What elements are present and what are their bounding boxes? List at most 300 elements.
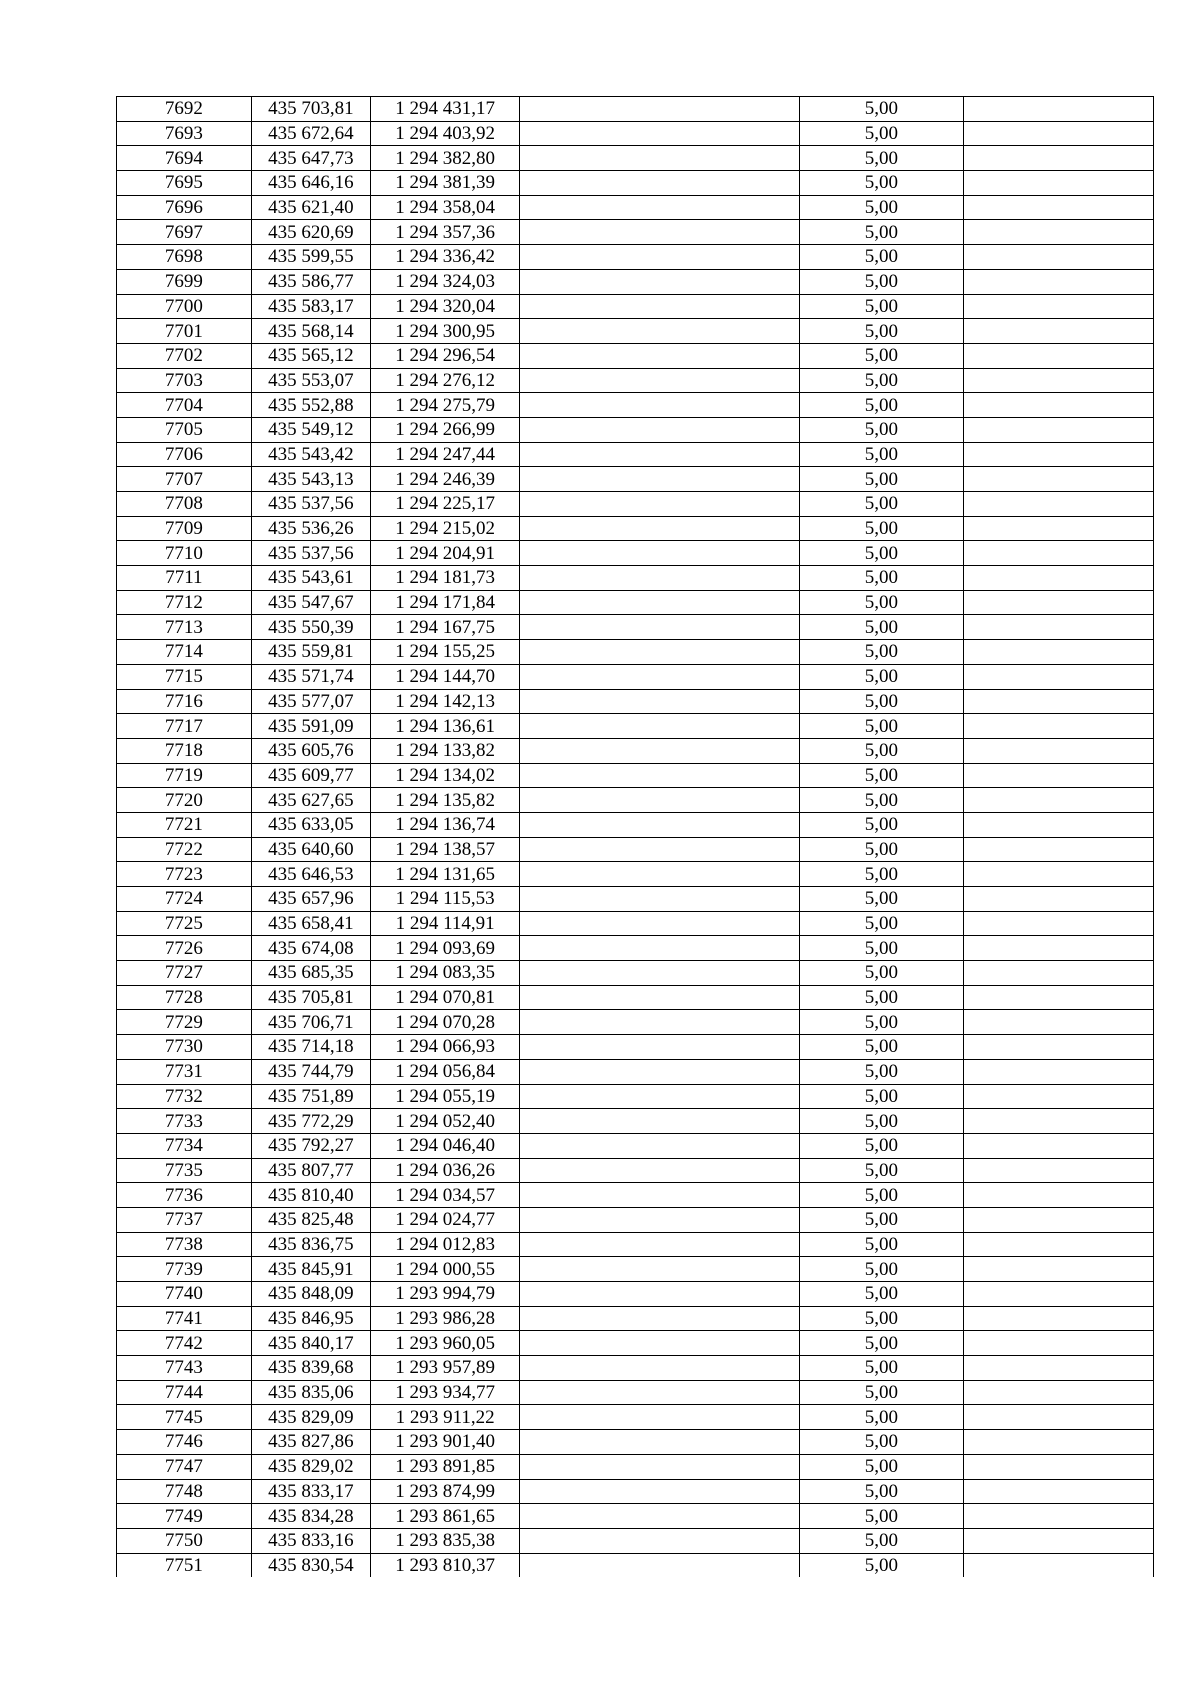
note-cell [963, 837, 1153, 862]
note-cell [963, 1454, 1153, 1479]
table-row [117, 664, 1154, 689]
point-number-cell: 7723 [117, 862, 252, 887]
empty-cell [520, 615, 800, 640]
empty-cell [520, 294, 800, 319]
distance-cell: 5,00 [800, 566, 964, 591]
point-number-cell: 7705 [117, 417, 252, 442]
note-cell [963, 121, 1153, 146]
x-coordinate-cell: 435 599,55 [251, 245, 370, 270]
x-coordinate-cell: 435 583,17 [251, 294, 370, 319]
x-coordinate-cell: 435 543,13 [251, 467, 370, 492]
y-coordinate-cell: 1 294 135,82 [371, 788, 520, 813]
table-row [117, 467, 1154, 492]
note-cell [963, 1059, 1153, 1084]
y-coordinate-cell: 1 294 046,40 [371, 1133, 520, 1158]
empty-cell [520, 689, 800, 714]
x-coordinate-cell: 435 672,64 [251, 121, 370, 146]
distance-cell: 5,00 [800, 1528, 964, 1553]
table-row [117, 615, 1154, 640]
table-row [117, 763, 1154, 788]
y-coordinate-cell: 1 294 024,77 [371, 1207, 520, 1232]
x-coordinate-cell: 435 537,56 [251, 541, 370, 566]
table-row [117, 97, 1154, 122]
y-coordinate-cell: 1 294 012,83 [371, 1232, 520, 1257]
x-coordinate-cell: 435 685,35 [251, 961, 370, 986]
x-coordinate-cell: 435 646,16 [251, 171, 370, 196]
table-row [117, 1183, 1154, 1208]
note-cell [963, 1553, 1153, 1577]
table-row [117, 1454, 1154, 1479]
empty-cell [520, 1405, 800, 1430]
x-coordinate-cell: 435 848,09 [251, 1282, 370, 1307]
x-coordinate-cell: 435 537,56 [251, 492, 370, 517]
distance-cell: 5,00 [800, 714, 964, 739]
y-coordinate-cell: 1 294 133,82 [371, 738, 520, 763]
distance-cell: 5,00 [800, 171, 964, 196]
note-cell [963, 1183, 1153, 1208]
point-number-cell: 7713 [117, 615, 252, 640]
note-cell [963, 887, 1153, 912]
y-coordinate-cell: 1 294 204,91 [371, 541, 520, 566]
distance-cell: 5,00 [800, 467, 964, 492]
table-row [117, 171, 1154, 196]
table-row [117, 368, 1154, 393]
y-coordinate-cell: 1 294 131,65 [371, 862, 520, 887]
point-number-cell: 7731 [117, 1059, 252, 1084]
y-coordinate-cell: 1 294 225,17 [371, 492, 520, 517]
point-number-cell: 7702 [117, 343, 252, 368]
note-cell [963, 664, 1153, 689]
distance-cell: 5,00 [800, 738, 964, 763]
point-number-cell: 7698 [117, 245, 252, 270]
x-coordinate-cell: 435 657,96 [251, 887, 370, 912]
note-cell [963, 1084, 1153, 1109]
note-cell [963, 862, 1153, 887]
table-row [117, 146, 1154, 171]
empty-cell [520, 788, 800, 813]
distance-cell: 5,00 [800, 985, 964, 1010]
table-row [117, 788, 1154, 813]
y-coordinate-cell: 1 294 275,79 [371, 393, 520, 418]
point-number-cell: 7718 [117, 738, 252, 763]
y-coordinate-cell: 1 294 142,13 [371, 689, 520, 714]
empty-cell [520, 1553, 800, 1577]
note-cell [963, 911, 1153, 936]
y-coordinate-cell: 1 294 381,39 [371, 171, 520, 196]
y-coordinate-cell: 1 293 810,37 [371, 1553, 520, 1577]
distance-cell: 5,00 [800, 146, 964, 171]
x-coordinate-cell: 435 751,89 [251, 1084, 370, 1109]
y-coordinate-cell: 1 294 115,53 [371, 887, 520, 912]
empty-cell [520, 812, 800, 837]
x-coordinate-cell: 435 705,81 [251, 985, 370, 1010]
distance-cell: 5,00 [800, 1479, 964, 1504]
table-row [117, 343, 1154, 368]
x-coordinate-cell: 435 543,61 [251, 566, 370, 591]
y-coordinate-cell: 1 294 055,19 [371, 1084, 520, 1109]
note-cell [963, 343, 1153, 368]
note-cell [963, 1430, 1153, 1455]
x-coordinate-cell: 435 565,12 [251, 343, 370, 368]
x-coordinate-cell: 435 703,81 [251, 97, 370, 122]
x-coordinate-cell: 435 571,74 [251, 664, 370, 689]
table-row [117, 1010, 1154, 1035]
empty-cell [520, 146, 800, 171]
x-coordinate-cell: 435 830,54 [251, 1553, 370, 1577]
empty-cell [520, 1059, 800, 1084]
y-coordinate-cell: 1 294 093,69 [371, 936, 520, 961]
note-cell [963, 1158, 1153, 1183]
table-row [117, 887, 1154, 912]
y-coordinate-cell: 1 294 246,39 [371, 467, 520, 492]
table-row [117, 319, 1154, 344]
empty-cell [520, 1257, 800, 1282]
distance-cell: 5,00 [800, 269, 964, 294]
empty-cell [520, 640, 800, 665]
note-cell [963, 1405, 1153, 1430]
y-coordinate-cell: 1 294 431,17 [371, 97, 520, 122]
point-number-cell: 7700 [117, 294, 252, 319]
distance-cell: 5,00 [800, 1454, 964, 1479]
note-cell [963, 1528, 1153, 1553]
y-coordinate-cell: 1 294 247,44 [371, 442, 520, 467]
table-row [117, 738, 1154, 763]
empty-cell [520, 936, 800, 961]
point-number-cell: 7711 [117, 566, 252, 591]
note-cell [963, 368, 1153, 393]
table-row [117, 1380, 1154, 1405]
table-row [117, 640, 1154, 665]
distance-cell: 5,00 [800, 837, 964, 862]
x-coordinate-cell: 435 586,77 [251, 269, 370, 294]
empty-cell [520, 1331, 800, 1356]
distance-cell: 5,00 [800, 1380, 964, 1405]
y-coordinate-cell: 1 294 266,99 [371, 417, 520, 442]
point-number-cell: 7721 [117, 812, 252, 837]
y-coordinate-cell: 1 294 336,42 [371, 245, 520, 270]
point-number-cell: 7741 [117, 1306, 252, 1331]
empty-cell [520, 985, 800, 1010]
note-cell [963, 1306, 1153, 1331]
y-coordinate-cell: 1 293 874,99 [371, 1479, 520, 1504]
x-coordinate-cell: 435 706,71 [251, 1010, 370, 1035]
distance-cell: 5,00 [800, 1405, 964, 1430]
coordinates-sheet [116, 96, 1154, 1577]
table-row [117, 294, 1154, 319]
y-coordinate-cell: 1 294 320,04 [371, 294, 520, 319]
distance-cell: 5,00 [800, 1331, 964, 1356]
empty-cell [520, 590, 800, 615]
empty-cell [520, 566, 800, 591]
table-row [117, 393, 1154, 418]
note-cell [963, 442, 1153, 467]
empty-cell [520, 417, 800, 442]
empty-cell [520, 1430, 800, 1455]
point-number-cell: 7729 [117, 1010, 252, 1035]
point-number-cell: 7725 [117, 911, 252, 936]
table-row [117, 837, 1154, 862]
distance-cell: 5,00 [800, 1306, 964, 1331]
table-row [117, 1084, 1154, 1109]
point-number-cell: 7706 [117, 442, 252, 467]
y-coordinate-cell: 1 294 382,80 [371, 146, 520, 171]
note-cell [963, 417, 1153, 442]
note-cell [963, 319, 1153, 344]
table-row [117, 1405, 1154, 1430]
y-coordinate-cell: 1 294 296,54 [371, 343, 520, 368]
note-cell [963, 1207, 1153, 1232]
x-coordinate-cell: 435 772,29 [251, 1109, 370, 1134]
point-number-cell: 7697 [117, 220, 252, 245]
distance-cell: 5,00 [800, 97, 964, 122]
note-cell [963, 1232, 1153, 1257]
empty-cell [520, 1232, 800, 1257]
empty-cell [520, 368, 800, 393]
y-coordinate-cell: 1 294 181,73 [371, 566, 520, 591]
y-coordinate-cell: 1 294 138,57 [371, 837, 520, 862]
empty-cell [520, 1282, 800, 1307]
empty-cell [520, 1010, 800, 1035]
distance-cell: 5,00 [800, 1504, 964, 1529]
distance-cell: 5,00 [800, 812, 964, 837]
table-row [117, 714, 1154, 739]
point-number-cell: 7693 [117, 121, 252, 146]
table-row [117, 1232, 1154, 1257]
distance-cell: 5,00 [800, 442, 964, 467]
table-row [117, 516, 1154, 541]
table-row [117, 689, 1154, 714]
note-cell [963, 220, 1153, 245]
x-coordinate-cell: 435 568,14 [251, 319, 370, 344]
x-coordinate-cell: 435 647,73 [251, 146, 370, 171]
y-coordinate-cell: 1 293 911,22 [371, 1405, 520, 1430]
table-row [117, 492, 1154, 517]
y-coordinate-cell: 1 293 901,40 [371, 1430, 520, 1455]
table-row [117, 1306, 1154, 1331]
x-coordinate-cell: 435 640,60 [251, 837, 370, 862]
distance-cell: 5,00 [800, 887, 964, 912]
x-coordinate-cell: 435 591,09 [251, 714, 370, 739]
distance-cell: 5,00 [800, 1059, 964, 1084]
note-cell [963, 492, 1153, 517]
point-number-cell: 7707 [117, 467, 252, 492]
x-coordinate-cell: 435 547,67 [251, 590, 370, 615]
distance-cell: 5,00 [800, 1553, 964, 1577]
empty-cell [520, 1109, 800, 1134]
point-number-cell: 7714 [117, 640, 252, 665]
table-row [117, 195, 1154, 220]
y-coordinate-cell: 1 294 036,26 [371, 1158, 520, 1183]
y-coordinate-cell: 1 293 934,77 [371, 1380, 520, 1405]
note-cell [963, 936, 1153, 961]
table-row [117, 220, 1154, 245]
x-coordinate-cell: 435 839,68 [251, 1356, 370, 1381]
x-coordinate-cell: 435 807,77 [251, 1158, 370, 1183]
empty-cell [520, 862, 800, 887]
table-row [117, 862, 1154, 887]
point-number-cell: 7735 [117, 1158, 252, 1183]
empty-cell [520, 467, 800, 492]
note-cell [963, 788, 1153, 813]
x-coordinate-cell: 435 825,48 [251, 1207, 370, 1232]
x-coordinate-cell: 435 605,76 [251, 738, 370, 763]
point-number-cell: 7732 [117, 1084, 252, 1109]
empty-cell [520, 220, 800, 245]
table-row [117, 1059, 1154, 1084]
empty-cell [520, 738, 800, 763]
distance-cell: 5,00 [800, 763, 964, 788]
point-number-cell: 7717 [117, 714, 252, 739]
point-number-cell: 7710 [117, 541, 252, 566]
point-number-cell: 7722 [117, 837, 252, 862]
table-row [117, 1553, 1154, 1577]
point-number-cell: 7738 [117, 1232, 252, 1257]
distance-cell: 5,00 [800, 689, 964, 714]
point-number-cell: 7699 [117, 269, 252, 294]
point-number-cell: 7708 [117, 492, 252, 517]
note-cell [963, 763, 1153, 788]
note-cell [963, 1109, 1153, 1134]
note-cell [963, 1133, 1153, 1158]
point-number-cell: 7727 [117, 961, 252, 986]
distance-cell: 5,00 [800, 1010, 964, 1035]
note-cell [963, 97, 1153, 122]
distance-cell: 5,00 [800, 911, 964, 936]
note-cell [963, 516, 1153, 541]
note-cell [963, 467, 1153, 492]
y-coordinate-cell: 1 294 070,28 [371, 1010, 520, 1035]
x-coordinate-cell: 435 714,18 [251, 1035, 370, 1060]
distance-cell: 5,00 [800, 195, 964, 220]
empty-cell [520, 121, 800, 146]
distance-cell: 5,00 [800, 516, 964, 541]
note-cell [963, 985, 1153, 1010]
note-cell [963, 195, 1153, 220]
table-row [117, 121, 1154, 146]
y-coordinate-cell: 1 294 136,74 [371, 812, 520, 837]
point-number-cell: 7715 [117, 664, 252, 689]
note-cell [963, 1282, 1153, 1307]
distance-cell: 5,00 [800, 1282, 964, 1307]
distance-cell: 5,00 [800, 294, 964, 319]
table-row [117, 1158, 1154, 1183]
note-cell [963, 615, 1153, 640]
point-number-cell: 7704 [117, 393, 252, 418]
note-cell [963, 1010, 1153, 1035]
point-number-cell: 7749 [117, 1504, 252, 1529]
distance-cell: 5,00 [800, 1207, 964, 1232]
distance-cell: 5,00 [800, 862, 964, 887]
table-row [117, 1035, 1154, 1060]
distance-cell: 5,00 [800, 1232, 964, 1257]
empty-cell [520, 1035, 800, 1060]
distance-cell: 5,00 [800, 936, 964, 961]
empty-cell [520, 961, 800, 986]
note-cell [963, 269, 1153, 294]
note-cell [963, 393, 1153, 418]
distance-cell: 5,00 [800, 640, 964, 665]
table-row [117, 1331, 1154, 1356]
x-coordinate-cell: 435 846,95 [251, 1306, 370, 1331]
distance-cell: 5,00 [800, 1430, 964, 1455]
point-number-cell: 7730 [117, 1035, 252, 1060]
table-row [117, 1207, 1154, 1232]
y-coordinate-cell: 1 294 114,91 [371, 911, 520, 936]
x-coordinate-cell: 435 646,53 [251, 862, 370, 887]
point-number-cell: 7748 [117, 1479, 252, 1504]
empty-cell [520, 763, 800, 788]
table-row [117, 1430, 1154, 1455]
note-cell [963, 961, 1153, 986]
point-number-cell: 7736 [117, 1183, 252, 1208]
point-number-cell: 7745 [117, 1405, 252, 1430]
point-number-cell: 7709 [117, 516, 252, 541]
x-coordinate-cell: 435 833,17 [251, 1479, 370, 1504]
y-coordinate-cell: 1 294 167,75 [371, 615, 520, 640]
empty-cell [520, 195, 800, 220]
point-number-cell: 7703 [117, 368, 252, 393]
point-number-cell: 7751 [117, 1553, 252, 1577]
point-number-cell: 7744 [117, 1380, 252, 1405]
distance-cell: 5,00 [800, 319, 964, 344]
point-number-cell: 7740 [117, 1282, 252, 1307]
y-coordinate-cell: 1 294 144,70 [371, 664, 520, 689]
distance-cell: 5,00 [800, 121, 964, 146]
y-coordinate-cell: 1 294 052,40 [371, 1109, 520, 1134]
point-number-cell: 7692 [117, 97, 252, 122]
table-row [117, 1257, 1154, 1282]
empty-cell [520, 1183, 800, 1208]
x-coordinate-cell: 435 792,27 [251, 1133, 370, 1158]
distance-cell: 5,00 [800, 590, 964, 615]
y-coordinate-cell: 1 294 357,36 [371, 220, 520, 245]
y-coordinate-cell: 1 294 136,61 [371, 714, 520, 739]
coordinates-table [116, 96, 1154, 1577]
note-cell [963, 1380, 1153, 1405]
point-number-cell: 7728 [117, 985, 252, 1010]
empty-cell [520, 97, 800, 122]
x-coordinate-cell: 435 543,42 [251, 442, 370, 467]
point-number-cell: 7716 [117, 689, 252, 714]
distance-cell: 5,00 [800, 1035, 964, 1060]
distance-cell: 5,00 [800, 615, 964, 640]
table-row [117, 1504, 1154, 1529]
empty-cell [520, 1356, 800, 1381]
empty-cell [520, 1133, 800, 1158]
point-number-cell: 7743 [117, 1356, 252, 1381]
point-number-cell: 7746 [117, 1430, 252, 1455]
note-cell [963, 245, 1153, 270]
x-coordinate-cell: 435 835,06 [251, 1380, 370, 1405]
x-coordinate-cell: 435 833,16 [251, 1528, 370, 1553]
distance-cell: 5,00 [800, 245, 964, 270]
note-cell [963, 171, 1153, 196]
y-coordinate-cell: 1 294 083,35 [371, 961, 520, 986]
note-cell [963, 812, 1153, 837]
y-coordinate-cell: 1 294 215,02 [371, 516, 520, 541]
note-cell [963, 146, 1153, 171]
point-number-cell: 7733 [117, 1109, 252, 1134]
point-number-cell: 7695 [117, 171, 252, 196]
x-coordinate-cell: 435 840,17 [251, 1331, 370, 1356]
empty-cell [520, 269, 800, 294]
distance-cell: 5,00 [800, 1084, 964, 1109]
table-row [117, 985, 1154, 1010]
x-coordinate-cell: 435 536,26 [251, 516, 370, 541]
y-coordinate-cell: 1 293 891,85 [371, 1454, 520, 1479]
empty-cell [520, 837, 800, 862]
y-coordinate-cell: 1 294 056,84 [371, 1059, 520, 1084]
